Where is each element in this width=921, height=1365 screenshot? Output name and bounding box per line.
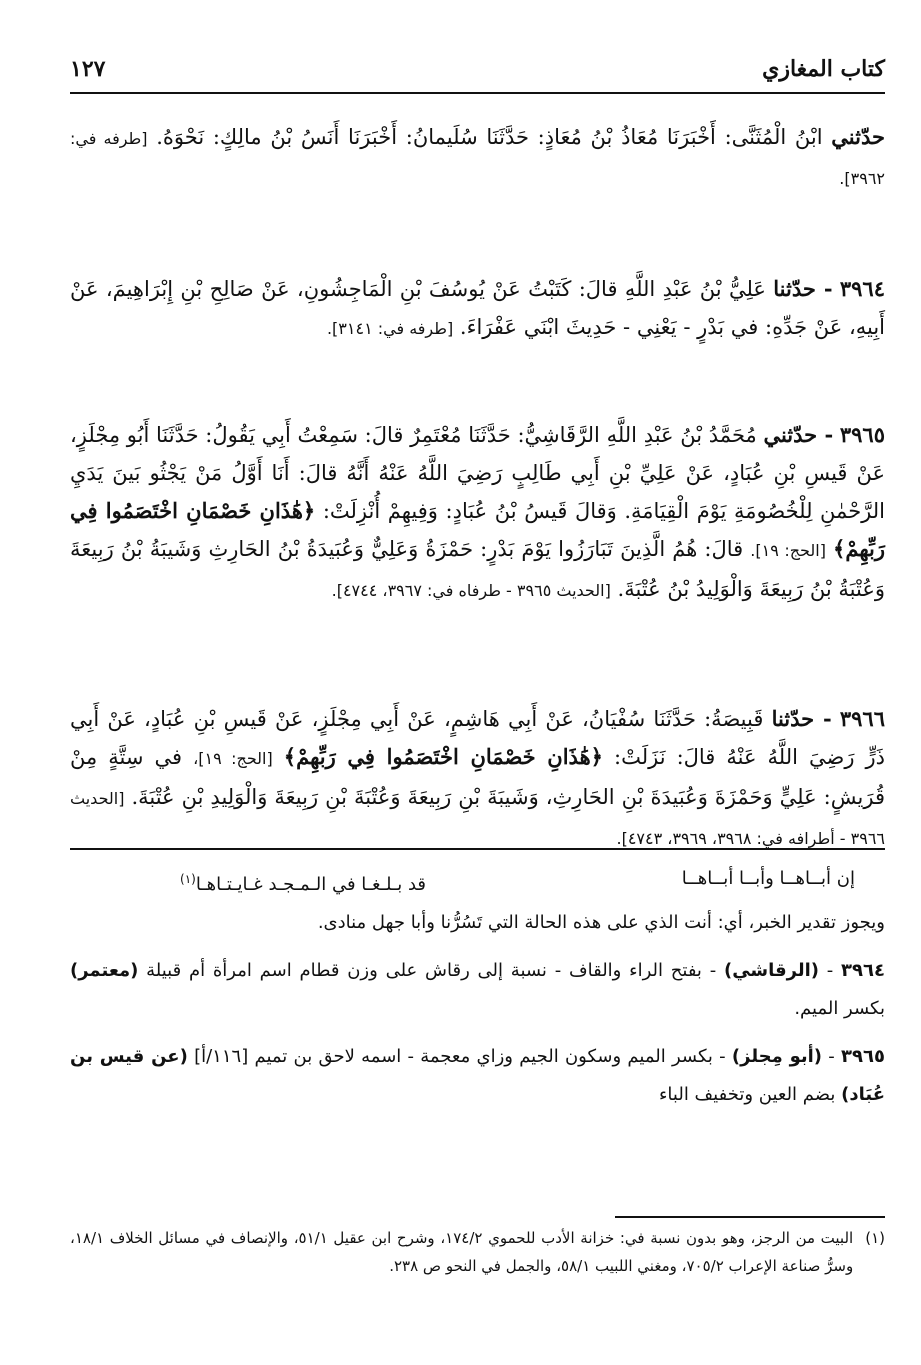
- hadith-text-continued: قالَ: هُمُ الَّذِينَ تَبَارَزُوا يَوْمَ بَدْرٍ: حَمْزَةُ وَعَلِيٌّ وَعُبَيدَةُ بْنُ الحَارِثِ وَشَيبَةُ بْنُ رَبِيعَةَ وَعُتْبَةُ بْنُ رَبِيعَةَ وَالْوَلِيدُ بْنُ عُتْبَةَ.: [70, 537, 885, 601]
- hadith-reference: [طرفه في: ٣١٤١].: [326, 319, 454, 338]
- page-header: [70, 48, 885, 94]
- hadith-reference: [الحديث ٣٩٦٥ - طرفاه في: ٣٩٦٧، ٤٧٤٤].: [331, 581, 611, 600]
- hadith-lead: حدّثني: [831, 124, 885, 149]
- hadith-lead: حدّثنا: [771, 706, 815, 731]
- commentary-paragraph: ٣٩٦٥ - (أبو مِجلز) - بكسر الميم وسكون الجيم وزاي معجمة - اسمه لاحق بن تميم [١١٦/أ] (عن قيس بن عُبَاد) بضم العين وتخفيف الباء: [70, 1046, 885, 1105]
- verse-second-hemistich: قد بـلـغـا في الـمـجـد غـايـتـاهـا$^{(١)}$: [180, 872, 427, 895]
- commentary-section: [70, 860, 885, 1114]
- hadith-entry: ٣٩٦٤ - حدّثنا عَلِيُّ بْنُ عَبْدِ اللَّهِ قالَ: كَتَبْتُ عَنْ يُوسُفَ بْنِ الْمَاجِشُونِ، عَنْ صَالِحِ بْنِ إِبْرَاهِيمَ، عَنْ أَبِيهِ، عَنْ جَدِّهِ: في بَدْرٍ - يَعْنِي - حَدِيثَ ابْنَي عَفْرَاءَ. [طرفه في: ٣١٤١].: [70, 276, 885, 339]
- quran-reference: [الحج: ١٩].: [750, 541, 826, 560]
- quran-verse: ﴿هَٰذَانِ خَصْمَانِ اخْتَصَمُوا فِي رَبِّهِمْ﴾: [70, 498, 885, 561]
- hadith-reference: [الحديث ٣٩٦٦ - أطرافه في: ٣٩٦٨، ٣٩٦٩، ٤٧٤٣].: [70, 789, 885, 848]
- commentary-paragraph: ٣٩٦٤ - (الرقاشي) - بفتح الراء والقاف - نسبة إلى رقاش على وزن قطام اسم امرأة أم قبيلة (معتمر) بكسر الميم.: [70, 960, 885, 1019]
- quran-reference: [الحج: ١٩]،: [193, 749, 273, 768]
- commentary-paragraph: ويجوز تقدير الخبر، أي: أنت الذي على هذه الحالة التي تَسُرُّنا وأبا جهل منادى.: [317, 912, 885, 933]
- commentary-number: ٣٩٦٤: [841, 960, 885, 981]
- commentary-term: (معتمر): [70, 960, 139, 981]
- hadith-entry: ٣٩٦٦ - حدّثنا قَبِيصَةُ: حَدَّثَنَا سُفْيَانُ، عَنْ أَبِي هَاشِمٍ، عَنْ أَبِي مِجْلَزٍ، عَنْ قَيسِ بْنِ عُبَادٍ، عَنْ أَبِي ذَرٍّ رَضِيَ اللَّهُ عَنْهُ قالَ: نَزَلَتْ: ﴿هَٰذَانِ خَصْمَانِ اخْتَصَمُوا فِي رَبِّهِمْ﴾ [الحج: ١٩]، في سِتَّةٍ مِنْ قُرَيشٍ: عَلِيٍّ وَحَمْزَةَ وَعُبَيدَةَ بْنِ الحَارِثِ، وَشَيبَةَ بْنِ رَبِيعَةَ وَعُتْبَةَ بْنِ رَبِيعَةَ وَالْوَلِيدِ بْنِ عُتْبَةَ. [الحديث ٣٩٦٦ - أطرافه في: ٣٩٦٨، ٣٩٦٩، ٤٧٤٣].: [70, 706, 886, 848]
- running-title: كتاب المغازي: [762, 56, 885, 82]
- hadith-text: مُحَمَّدُ بْنُ عَبْدِ اللَّهِ الرَّقَاشِيُّ: حَدَّثَنَا مُعْتَمِرٌ قالَ: سَمِعْتُ أَبِي يَقُولُ: حَدَّثَنَا أَبُو مِجْلَزٍ، عَنْ قَيسِ بْنِ عُبَادٍ، عَنْ عَلِيِّ بْنِ أَبِي طَالِبٍ رَضِيَ اللَّهُ عَنْهُ أَنَّهُ قالَ: أَنَا أَوَّلُ مَنْ يَجْثُو بَينَ يَدَيِ الرَّحْمٰنِ لِلْخُصُومَةِ يَوْمَ الْقِيَامَةِ. وَقالَ قَيسُ بْنُ عُبَادٍ: وَفِيهِمْ أُنْزِلَتْ:: [70, 423, 885, 523]
- footnote-number: (١): [865, 1229, 885, 1247]
- hadith-text: عَلِيُّ بْنُ عَبْدِ اللَّهِ قالَ: كَتَبْتُ عَنْ يُوسُفَ بْنِ الْمَاجِشُونِ، عَنْ صَالِحِ بْنِ إِبْرَاهِيمَ، عَنْ أَبِيهِ، عَنْ جَدِّهِ: في بَدْرٍ - يَعْنِي - حَدِيثَ ابْنَي عَفْرَاءَ.: [70, 277, 885, 339]
- hadith-lead: حدّثنا: [773, 276, 816, 301]
- quran-verse: ﴿هَٰذَانِ خَصْمَانِ اخْتَصَمُوا فِي رَبِّهِمْ﴾: [283, 744, 603, 769]
- hadith-lead: حدّثني: [763, 422, 818, 447]
- footnote-marker: (١): [180, 872, 196, 886]
- page-number: ١٢٧: [70, 56, 106, 82]
- commentary-term: (الرقاشي): [723, 960, 820, 981]
- manuscript-ref: [١١٦/أ]: [194, 1046, 249, 1067]
- commentary-term: (أبو مِجلز): [731, 1046, 823, 1067]
- footnotes: [70, 1224, 885, 1280]
- hadith-entry: [70, 118, 885, 198]
- book-page: [70, 48, 885, 1338]
- verse-first-hemistich: إن أبــاهــا وأبــا أبــاهــا: [681, 868, 855, 889]
- hadith-text: ابْنُ الْمُثَنَّى: أَخْبَرَنَا مُعَاذُ بْنُ مُعَاذٍ: حَدَّثَنَا سُلَيمانُ: أَخْبَرَنَا أَنَسُ بْنُ مالِكٍ: نَحْوَهُ.: [156, 125, 823, 149]
- poetry-verse: [70, 860, 885, 904]
- commentary-number: ٣٩٦٥: [841, 1046, 885, 1067]
- hadith-reference: [طرفه في: ٣٩٦٢].: [70, 129, 885, 188]
- commentary-divider: [70, 848, 885, 850]
- hadith-text-continued: في سِتَّةٍ مِنْ قُرَيشٍ: عَلِيٍّ وَحَمْزَةَ وَعُبَيدَةَ بْنِ الحَارِثِ، وَشَيبَةَ بْنِ رَبِيعَةَ وَعُتْبَةَ بْنِ رَبِيعَةَ وَالْوَلِيدِ بْنِ عُتْبَةَ.: [70, 745, 885, 809]
- hadith-number: ٣٩٦٥: [839, 422, 885, 447]
- hadith-entry: ٣٩٦٥ - حدّثني مُحَمَّدُ بْنُ عَبْدِ اللَّهِ الرَّقَاشِيُّ: حَدَّثَنَا مُعْتَمِرٌ قالَ: سَمِعْتُ أَبِي يَقُولُ: حَدَّثَنَا أَبُو مِجْلَزٍ، عَنْ قَيسِ بْنِ عُبَادٍ، عَنْ عَلِيِّ بْنِ أَبِي طَالِبٍ رَضِيَ اللَّهُ عَنْهُ أَنَّهُ قالَ: أَنَا أَوَّلُ مَنْ يَجْثُو بَينَ يَدَيِ الرَّحْمٰنِ لِلْخُصُومَةِ يَوْمَ الْقِيَامَةِ. وَقالَ قَيسُ بْنُ عُبَادٍ: وَفِيهِمْ أُنْزِلَتْ: ﴿هَٰذَانِ خَصْمَانِ اخْتَصَمُوا فِي رَبِّهِمْ﴾ [الحج: ١٩]. قالَ: هُمُ الَّذِينَ تَبَارَزُوا يَوْمَ بَدْرٍ: حَمْزَةُ وَعَلِيٌّ وَعُبَيدَةُ بْنُ الحَارِثِ وَشَيبَةُ بْنُ رَبِيعَةَ وَعُتْبَةُ بْنُ رَبِيعَةَ وَالْوَلِيدُ بْنُ عُتْبَةَ. [الحديث ٣٩٦٥ - طرفاه في: ٣٩٦٧، ٤٧٤٤].: [70, 422, 885, 601]
- footnote-divider: [615, 1216, 885, 1218]
- hadith-number: ٣٩٦٦: [839, 706, 885, 731]
- hadith-number: ٣٩٦٤: [839, 276, 885, 301]
- footnote-text: البيت من الرجز، وهو بدون نسبة في: خزانة الأدب للحموي ١٧٤/٢، وشرح ابن عقيل ٥١/١، والإنصاف في مسائل الخلاف ١٨/١، وسرُّ صناعة الإعراب ٧٠٥/٢، ومغني اللبيب ٥٨/١، والجمل في النحو ص ٢٣٨.: [70, 1229, 854, 1275]
- commentary-term: (عن قيس بن عُبَاد): [70, 1046, 885, 1105]
- hadith-text: قَبِيصَةُ: حَدَّثَنَا سُفْيَانُ، عَنْ أَبِي هَاشِمٍ، عَنْ أَبِي مِجْلَزٍ، عَنْ قَيسِ بْنِ عُبَادٍ، عَنْ أَبِي ذَرٍّ رَضِيَ اللَّهُ عَنْهُ قالَ: نَزَلَتْ:: [70, 707, 886, 769]
